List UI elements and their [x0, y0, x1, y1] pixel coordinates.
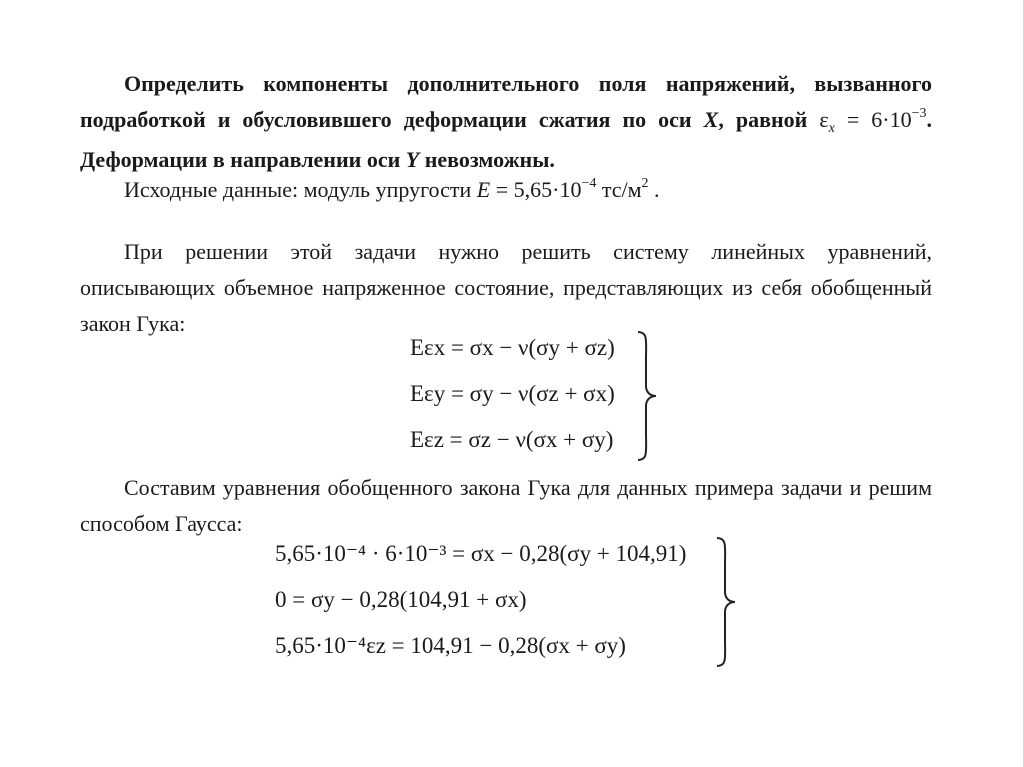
gauss-intro — [80, 470, 932, 542]
input-text: Исходные данные: модуль упругости — [124, 177, 477, 202]
hooke-eq-2: Eεy = σy − ν(σz + σx) — [410, 381, 615, 406]
task-text-4: невозможны. — [419, 147, 555, 172]
gauss-eq-3: 5,65·10⁻⁴εz = 104,91 − 0,28(σx + σy) — [275, 633, 626, 658]
right-brace — [715, 536, 737, 668]
gauss-system — [275, 534, 735, 670]
task-text-1: Определить компоненты дополнительного поля напряжений, вызванного подработкой и обусловившего деформации сжатия по оси — [80, 71, 932, 132]
hooke-eq-3: Eεz = σz − ν(σx + σy) — [410, 427, 614, 452]
modulus-value: = 5,65·10 — [490, 177, 582, 202]
gauss-eq-2: 0 = σy − 0,28(104,91 + σx) — [275, 587, 527, 612]
task-statement — [80, 66, 932, 178]
solution-intro — [80, 234, 932, 342]
epsilon-subscript: x — [828, 121, 835, 136]
modulus-unit: тс/м — [596, 177, 642, 202]
gauss-intro-text: Составим уравнения обобщенного закона Гука для данных примера задачи и решим способом Гаусса: — [80, 475, 932, 536]
modulus-symbol: E — [476, 177, 491, 202]
hooke-system — [410, 328, 660, 464]
unit-exponent: 2 — [641, 176, 649, 191]
task-text-3: . Деформации в направлении оси — [80, 107, 933, 172]
task-text-2: , равной — [718, 107, 820, 132]
axis-y: Y — [405, 147, 420, 172]
strain-value: = 6·10 — [834, 107, 912, 132]
solution-intro-text: При решении этой задачи нужно решить систему линейных уравнений, описывающих объемное напряженное состояние, представляющих из себя обобщенный закон Гука: — [80, 239, 932, 336]
input-data — [80, 172, 932, 212]
hooke-eq-1: Eεx = σx − ν(σy + σz) — [410, 335, 615, 360]
modulus-exponent: −4 — [581, 176, 597, 191]
input-end: . — [648, 177, 660, 202]
gauss-eq-1: 5,65·10⁻⁴ · 6·10⁻³ = σx − 0,28(σy + 104,91) — [275, 541, 687, 566]
right-brace — [636, 330, 658, 462]
strain-exponent: −3 — [911, 106, 927, 121]
epsilon-symbol: ε — [819, 107, 829, 132]
axis-x: X — [703, 107, 719, 132]
